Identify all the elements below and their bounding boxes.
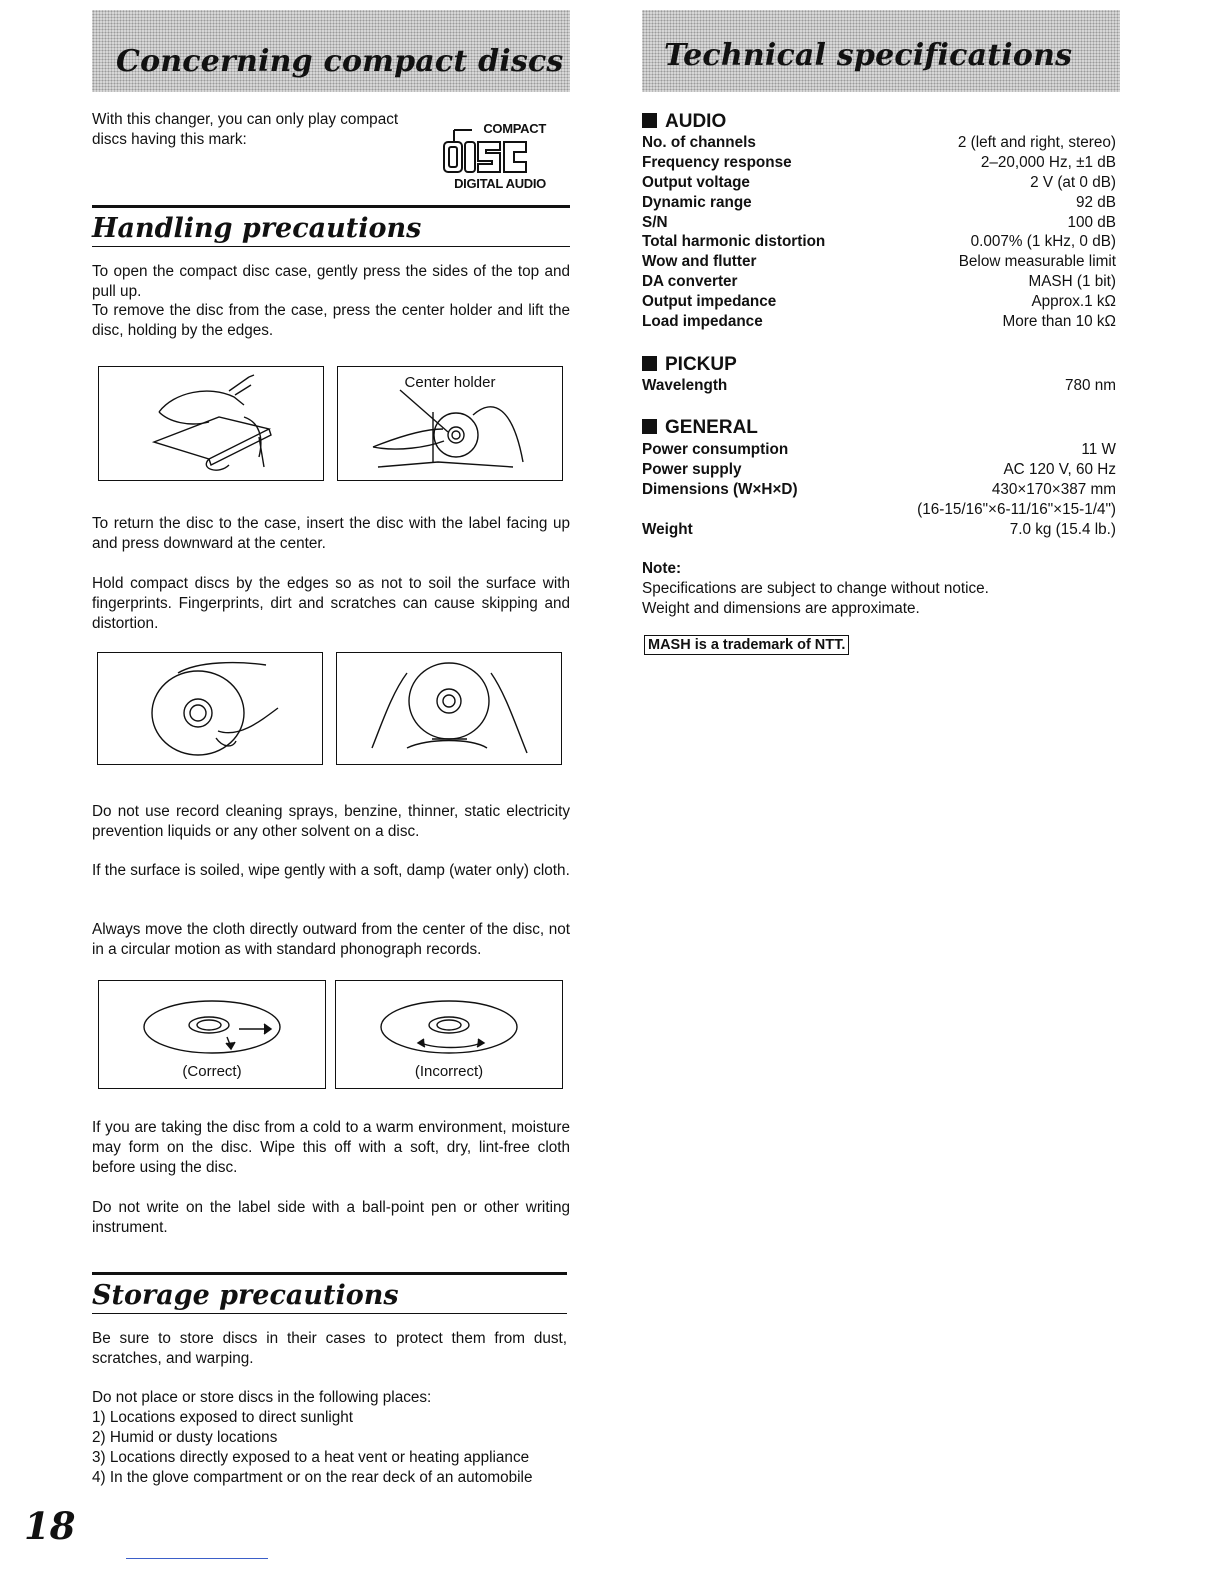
spec-row: Wavelength 780 nm: [642, 377, 1116, 394]
handling-paragraph-moisture: If you are taking the disc from a cold to a warm environment, moisture may form on the disc. Wipe this off with a soft, dry, lint-free cloth before using the disc.: [92, 1119, 570, 1176]
handling-paragraph-no-solvents: Do not use record cleaning sprays, benzine, thinner, static electricity prevention liquids or any other solvent on a disc.: [92, 803, 570, 840]
handling-paragraph-open-case: To open the compact disc case, gently press the sides of the top and pull up.: [92, 263, 570, 300]
hands-holding-disc-edges-illustration: [337, 653, 561, 764]
spec-row: Dynamic range 92 dB: [642, 193, 1116, 211]
compact-disc-logo: [438, 116, 548, 194]
correct-label: (Correct): [182, 1063, 242, 1080]
handling-paragraph-no-writing: Do not write on the label side with a ball-point pen or other writing instrument.: [92, 1199, 570, 1236]
spec-row: Dimensions (W×H×D) 430×170×387 mm: [642, 480, 1116, 498]
list-item: 1) Locations exposed to direct sunlight: [92, 1409, 354, 1426]
note-line-specs-change: Specifications are subject to change without notice.: [642, 580, 989, 597]
storage-paragraph-places: Do not place or store discs in the following places:: [92, 1389, 432, 1406]
handling-paragraph-wipe-direction: Always move the cloth directly outward from the center of the disc, not in a circular motion as with standard phonograph records.: [92, 921, 570, 958]
note-line-approximate: Weight and dimensions are approximate.: [642, 600, 920, 617]
storage-locations-list: [92, 1408, 570, 1488]
spec-category-general: GENERAL: [642, 416, 758, 440]
figure-hold-disc-wrong: [97, 652, 323, 765]
spec-row: Power consumption 11 W: [642, 441, 1116, 458]
trademark-box: MASH is a trademark of NTT.: [644, 635, 849, 655]
figure-center-holder: [337, 366, 563, 481]
pickup-spec-rows: [642, 376, 1116, 396]
spec-category-audio: AUDIO: [642, 110, 726, 134]
banner-title: Concerning compact discs: [116, 44, 564, 79]
footer-rule: [126, 1558, 268, 1559]
list-item: 2) Humid or dusty locations: [92, 1429, 278, 1446]
spec-row: No. of channels 2 (left and right, stereo): [642, 134, 1116, 151]
cd-logo-bottom-text: DIGITAL AUDIO: [454, 176, 546, 191]
hand-removing-disc-illustration: [338, 367, 562, 480]
handling-paragraph-return-disc: To return the disc to the case, insert the disc with the label facing up and press downward at the center.: [92, 515, 570, 552]
spec-row: (16-15/16"×6-11/16"×15-1/4"): [917, 500, 1116, 518]
figure-wipe-correct: [98, 980, 326, 1089]
spec-row: S/N 100 dB: [642, 213, 1116, 231]
hand-touching-disc-surface-illustration: [98, 653, 322, 764]
banner-technical-specifications: [642, 10, 1120, 92]
list-item: 4) In the glove compartment or on the rear deck of an automobile: [92, 1469, 533, 1486]
spec-row: Output impedance Approx.1 kΩ: [642, 293, 1116, 311]
incorrect-label: (Incorrect): [414, 1063, 484, 1080]
handling-paragraph-remove-disc: To remove the disc from the case, press the center holder and lift the disc, holding by the edges.: [92, 302, 570, 339]
handling-precautions-heading: [92, 205, 570, 247]
spec-row: Weight 7.0 kg (15.4 lb.): [642, 520, 1116, 538]
figure-hold-disc-correct: [336, 652, 562, 765]
spec-row: Wow and flutter Below measurable limit: [642, 253, 1116, 271]
spec-row: Power supply AC 120 V, 60 Hz: [642, 460, 1116, 478]
spec-row: Load impedance More than 10 kΩ: [642, 313, 1116, 331]
handling-paragraph-hold-edges: Hold compact discs by the edges so as not to soil the surface with fingerprints. Fingerprints, dirt and scratches can cause skipping and distortion.: [92, 575, 570, 632]
square-bullet-icon: [642, 419, 657, 434]
audio-spec-rows: [642, 133, 1116, 332]
storage-paragraph-cases: Be sure to store discs in their cases to protect them from dust, scratches, and warping.: [92, 1330, 567, 1367]
intro-text: With this changer, you can only play compact discs having this mark:: [92, 111, 399, 148]
list-item: 3) Locations directly exposed to a heat vent or heating appliance: [92, 1449, 530, 1466]
banner-concerning-compact-discs: [92, 10, 570, 92]
storage-heading-text: Storage precautions: [92, 1280, 399, 1311]
handling-paragraph-wipe-gently: If the surface is soiled, wipe gently with a soft, damp (water only) cloth.: [92, 862, 570, 879]
cd-logo-top-text: COMPACT: [483, 121, 546, 136]
figure-opening-case: [98, 366, 324, 481]
general-spec-rows: [642, 440, 1116, 539]
hand-opening-case-illustration: [99, 367, 323, 480]
banner-title: Technical specifications: [664, 38, 1073, 73]
center-holder-label: Center holder: [404, 374, 496, 391]
spec-row: Output voltage 2 V (at 0 dB): [642, 173, 1116, 191]
page-number: 18: [24, 1504, 76, 1548]
note-label: Note:: [642, 560, 682, 577]
handling-heading-text: Handling precautions: [92, 213, 422, 244]
spec-category-pickup: PICKUP: [642, 353, 737, 377]
square-bullet-icon: [642, 356, 657, 371]
storage-precautions-heading: [92, 1272, 567, 1314]
spec-row: Total harmonic distortion 0.007% (1 kHz, 0 dB): [642, 233, 1116, 251]
spec-row: DA converter MASH (1 bit): [642, 273, 1116, 291]
spec-row: Frequency response 2–20,000 Hz, ±1 dB: [642, 153, 1116, 171]
square-bullet-icon: [642, 113, 657, 128]
figure-wipe-incorrect: [335, 980, 563, 1089]
